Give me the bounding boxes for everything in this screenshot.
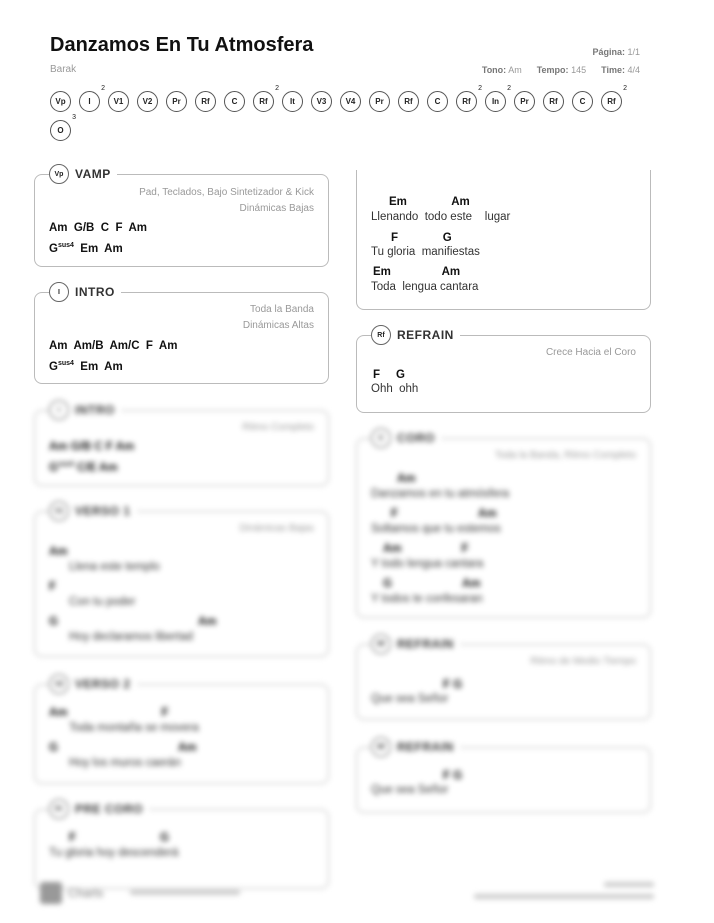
lyric-line: Toda lengua cantara — [371, 281, 479, 293]
roadmap-bubble: Rf — [398, 91, 419, 112]
song-title: Danzamos En Tu Atmosfera — [50, 34, 314, 56]
section-note: Dinámicas Altas — [242, 320, 314, 331]
roadmap-bubble: Pr — [166, 91, 187, 112]
section-refrain-2: Rf REFRAIN Ritmo de Medio Tiempo F G Que sea Señor — [356, 644, 651, 720]
section-title: VAMP — [75, 167, 111, 181]
chord-line: F G — [373, 369, 405, 381]
roadmap-row — [50, 85, 627, 112]
song-meta: Tono: Am Tempo: 145 Time: 4/4 — [481, 65, 640, 75]
section-coro: C CORO Toda la Banda, Ritmo Completo Am Danzamos en tu atmósfera F Am Soltamos que tu estemos Am F Y todo lengua cantara G Am Y todos te confesaran — [356, 438, 651, 618]
section-note: Crece Hacia el Coro — [545, 347, 636, 358]
roadmap-bubble: C — [224, 91, 245, 112]
chord-line: F G — [391, 232, 452, 244]
lyric-line: Tu gloria manifiestas — [371, 246, 480, 258]
section-pre-coro: Pr PRE CORO F G Tu gloria hoy descenderá — [34, 809, 329, 889]
roadmap-bubble: Rf — [195, 91, 216, 112]
roadmap-bubble: V1 — [108, 91, 129, 112]
roadmap-bubble: I 2 — [79, 91, 100, 112]
roadmap-bubble: Rf — [543, 91, 564, 112]
section-refrain — [356, 328, 651, 413]
roadmap-bubble: Rf 2 — [601, 91, 622, 112]
song-artist: Barak — [50, 64, 77, 75]
roadmap-bubble: Pr — [514, 91, 535, 112]
roadmap-bubble: V3 — [311, 91, 332, 112]
chord-line: Am G/B C F Am — [49, 222, 147, 234]
roadmap-bubble: Vp — [50, 91, 71, 112]
roadmap-bubble: Rf 2 — [456, 91, 477, 112]
roadmap-bubble: It — [282, 91, 303, 112]
page-info: Página: 1/1 — [592, 47, 640, 57]
page-footer — [40, 880, 654, 910]
section-badge: Vp — [49, 164, 69, 184]
section-title: INTRO — [75, 285, 115, 299]
chord-line: Em Am — [373, 266, 461, 278]
roadmap-bubble: C — [427, 91, 448, 112]
chord-line: $G^{sus4}$ Em Am — [49, 242, 123, 255]
roadmap-row — [50, 114, 76, 141]
section-intro-2: I INTRO Ritmo Completo Am G/B C F Am $G^{sus4}$ C/E Am — [34, 410, 329, 486]
lyric-line: Ohh ohh — [371, 383, 419, 395]
section-note: Toda la Banda — [250, 304, 314, 315]
roadmap-bubble: V4 — [340, 91, 361, 112]
brand-name: Charts — [68, 886, 104, 900]
roadmap-bubble: O 3 — [50, 120, 71, 141]
brand-logo — [40, 882, 62, 904]
section-note: Dinámicas Bajas — [239, 203, 314, 214]
chord-line: Am Am/B Am/C F Am — [49, 340, 178, 352]
section-note: Pad, Teclados, Bajo Sintetizador & Kick — [139, 187, 314, 198]
section-vamp — [34, 167, 329, 267]
chord-line: Em Am — [389, 196, 470, 208]
roadmap-bubble: In 2 — [485, 91, 506, 112]
roadmap-bubble: Pr — [369, 91, 390, 112]
lyric-line: Llenando todo este lugar — [371, 211, 511, 223]
section-refrain-3: Rf REFRAIN F G Que sea Señor — [356, 747, 651, 813]
section-title: REFRAIN — [397, 328, 454, 342]
section-badge: I — [49, 282, 69, 302]
roadmap-bubble: Rf 2 — [253, 91, 274, 112]
roadmap-bubble: V2 — [137, 91, 158, 112]
section-intro — [34, 285, 329, 384]
section-verse-1: V1 VERSO 1 Dinámicas Bajas Am Llena este templo F Con tu poder G Am Hoy declaramos libertad — [34, 511, 329, 657]
section-continuation — [356, 170, 651, 310]
chord-line: $G^{sus4}$ Em Am — [49, 360, 123, 373]
section-badge: Rf — [371, 325, 391, 345]
section-verse-2: V2 VERSO 2 Am F Toda montaña se movera G Am Hoy los muros caerán — [34, 684, 329, 784]
roadmap-bubble: C — [572, 91, 593, 112]
